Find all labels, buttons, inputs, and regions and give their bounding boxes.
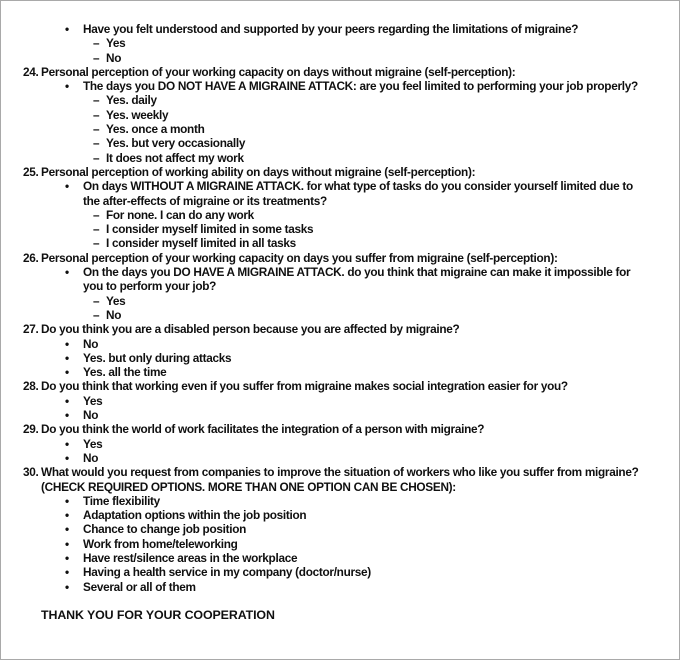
dash-icon: – (93, 93, 100, 108)
dash-icon: – (93, 150, 100, 165)
item-text: No (106, 307, 122, 322)
item-text: What would you request from companies to improve the situation of workers who like you suffer from migraine? (CHECK REQUIRED OPTIONS. MORE THAN ONE OPTION CAN BE CHOSEN): (41, 465, 639, 494)
item-text: Several or all of them (83, 579, 196, 594)
question-item (1, 465, 651, 494)
option-item (1, 451, 651, 465)
item-text: Adaptation options within the job position (83, 508, 307, 523)
item-text: Yes. once a month (106, 122, 205, 137)
item-text: On days WITHOUT A MIGRAINE ATTACK. for what type of tasks do you consider yourself limited due to the after-effects of migraine or its treatments? (83, 179, 633, 208)
question-item (1, 65, 651, 79)
item-text: Personal perception of your working capacity on days you suffer from migraine (self-perception): (41, 250, 558, 265)
item-text: Having a health service in my company (doctor/nurse) (83, 565, 371, 580)
item-text: No (83, 336, 99, 351)
question-number: 26. (23, 250, 39, 265)
item-text: Yes (83, 436, 103, 451)
dash-icon: – (93, 222, 100, 237)
item-text: No (83, 450, 99, 465)
option-item (1, 394, 651, 408)
item-text: Yes (106, 36, 126, 51)
item-text: Chance to change job position (83, 522, 247, 537)
option-item (1, 22, 651, 36)
bullet-icon: • (65, 365, 69, 380)
bullet-icon: • (65, 579, 69, 594)
option-item (1, 580, 651, 594)
option-item (1, 551, 651, 565)
item-text: It does not affect my work (106, 150, 244, 165)
question-item (1, 251, 651, 265)
dash-icon: – (93, 50, 100, 65)
sub-option-item (1, 236, 651, 250)
sub-option-item (1, 136, 651, 150)
dash-icon: – (93, 122, 100, 137)
question-number: 25. (23, 164, 39, 179)
item-text: Do you think you are a disabled person because you are affected by migraine? (41, 322, 460, 337)
question-number: 27. (23, 322, 39, 337)
bullet-icon: • (65, 393, 69, 408)
item-text: Personal perception of working ability on days without migraine (self-perception): (41, 164, 476, 179)
dash-icon: – (93, 307, 100, 322)
item-text: On the days you DO HAVE A MIGRAINE ATTACK. do you think that migraine can make it impossible for you to perform your job? (83, 265, 631, 294)
item-text: Yes. daily (106, 93, 157, 108)
item-text: I consider myself limited in all tasks (106, 236, 296, 251)
dash-icon: – (93, 107, 100, 122)
item-text: Have rest/silence areas in the workplace (83, 550, 298, 565)
option-item (1, 337, 651, 351)
item-text: The days you DO NOT HAVE A MIGRAINE ATTACK: are you feel limited to performing your job properly? (83, 79, 638, 94)
bullet-icon: • (65, 350, 69, 365)
option-item (1, 437, 651, 451)
item-text: Do you think that working even if you suffer from migraine makes social integration easier for you? (41, 379, 568, 394)
sub-option-item (1, 308, 651, 322)
bullet-icon: • (65, 336, 69, 351)
sub-option-item (1, 151, 651, 165)
bullet-icon: • (65, 436, 69, 451)
sub-option-item (1, 36, 651, 50)
option-item (1, 351, 651, 365)
sub-option-item (1, 208, 651, 222)
item-text: Personal perception of your working capacity on days without migraine (self-perception): (41, 64, 516, 79)
bullet-icon: • (65, 22, 69, 36)
option-item (1, 265, 651, 294)
item-text: No (106, 50, 122, 65)
option-item (1, 537, 651, 551)
sub-option-item (1, 294, 651, 308)
question-number: 24. (23, 64, 39, 79)
item-text: Yes (106, 293, 126, 308)
item-text: Yes. but only during attacks (83, 350, 232, 365)
item-text: Work from home/teleworking (83, 536, 238, 551)
dash-icon: – (93, 36, 100, 51)
question-number: 30. (23, 465, 39, 480)
bullet-icon: • (65, 565, 69, 580)
item-text: Yes. all the time (83, 365, 167, 380)
option-item (1, 522, 651, 536)
item-text: Time flexibility (83, 493, 160, 508)
option-item (1, 494, 651, 508)
footer-thanks: THANK YOU FOR YOUR COOPERATION (41, 607, 275, 622)
item-text: Yes. weekly (106, 107, 169, 122)
item-text: Yes (83, 393, 103, 408)
sub-option-item (1, 222, 651, 236)
bullet-icon: • (65, 508, 69, 523)
question-item (1, 422, 651, 436)
item-text: Do you think the world of work facilitates the integration of a person with migraine? (41, 422, 485, 437)
bullet-icon: • (65, 493, 69, 508)
bullet-icon: • (65, 408, 69, 423)
item-text: Have you felt understood and supported by your peers regarding the limitations of migraine? (83, 22, 579, 36)
item-text: For none. I can do any work (106, 207, 254, 222)
bullet-icon: • (65, 179, 69, 194)
questionnaire-body (1, 22, 651, 594)
dash-icon: – (93, 207, 100, 222)
bullet-icon: • (65, 550, 69, 565)
option-item (1, 365, 651, 379)
sub-option-item (1, 93, 651, 107)
dash-icon: – (93, 136, 100, 151)
option-item (1, 79, 651, 93)
question-item (1, 322, 651, 336)
option-item (1, 508, 651, 522)
item-text: I consider myself limited in some tasks (106, 222, 314, 237)
question-number: 29. (23, 422, 39, 437)
sub-option-item (1, 108, 651, 122)
question-item (1, 379, 651, 393)
question-item (1, 165, 651, 179)
question-number: 28. (23, 379, 39, 394)
dash-icon: – (93, 236, 100, 251)
dash-icon: – (93, 293, 100, 308)
option-item (1, 179, 651, 208)
option-item (1, 408, 651, 422)
sub-option-item (1, 51, 651, 65)
bullet-icon: • (65, 536, 69, 551)
bullet-icon: • (65, 522, 69, 537)
item-text: Yes. but very occasionally (106, 136, 246, 151)
option-item (1, 565, 651, 579)
item-text: No (83, 408, 99, 423)
bullet-icon: • (65, 450, 69, 465)
bullet-icon: • (65, 79, 69, 94)
bullet-icon: • (65, 265, 69, 280)
sub-option-item (1, 122, 651, 136)
